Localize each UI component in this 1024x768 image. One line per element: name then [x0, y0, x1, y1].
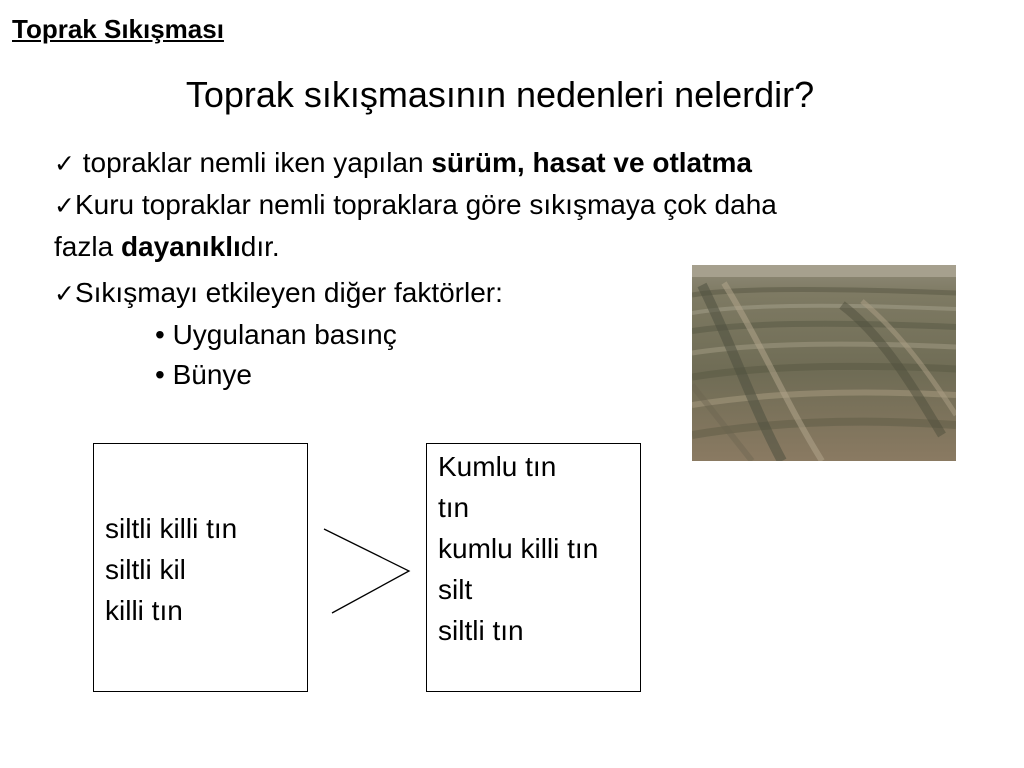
bullet-other-factors: [54, 272, 503, 315]
list-item: siltli killi tın: [105, 513, 238, 544]
check-mark-icon: ✓: [54, 279, 75, 308]
check-mark-icon: ✓: [54, 149, 75, 178]
subbullet-texture: • Bünye: [155, 359, 252, 390]
bullet-dry-soil-continued: [54, 226, 280, 268]
bullet-text: topraklar nemli iken yapılan: [74, 147, 432, 178]
slide-header: Toprak Sıkışması: [12, 14, 224, 44]
right-box-text: [438, 446, 598, 651]
subbullet-pressure: • Uygulanan basınç: [155, 319, 397, 350]
bullet-bold-text: dayanıklı: [120, 231, 241, 262]
slide-title: Toprak sıkışmasının nedenleri nelerdir?: [185, 74, 815, 115]
bullet-text: Kuru topraklar nemli topraklara göre sıkışmaya çok daha: [74, 189, 777, 220]
bullet-bold-text: sürüm, hasat ve otlatma: [431, 147, 752, 178]
check-mark-icon: ✓: [54, 191, 75, 220]
list-item: tın: [438, 492, 470, 523]
list-item: silt: [438, 574, 473, 605]
bullet-text: dır.: [240, 231, 280, 262]
bullet-text: fazla: [54, 231, 121, 262]
list-item: kumlu killi tın: [438, 533, 599, 564]
bullet-dry-soil: [54, 184, 777, 227]
greater-than-icon: [320, 525, 415, 617]
list-item: siltli tın: [438, 615, 524, 646]
list-item: siltli kil: [105, 554, 186, 585]
list-item: killi tın: [105, 595, 183, 626]
list-item: Kumlu tın: [438, 451, 557, 482]
plowed-field-photo: [692, 265, 956, 461]
bullet-text: Sıkışmayı etkileyen diğer faktörler:: [74, 277, 503, 308]
bullet-tillage-causes: [54, 142, 752, 185]
left-box-text: [105, 508, 237, 631]
